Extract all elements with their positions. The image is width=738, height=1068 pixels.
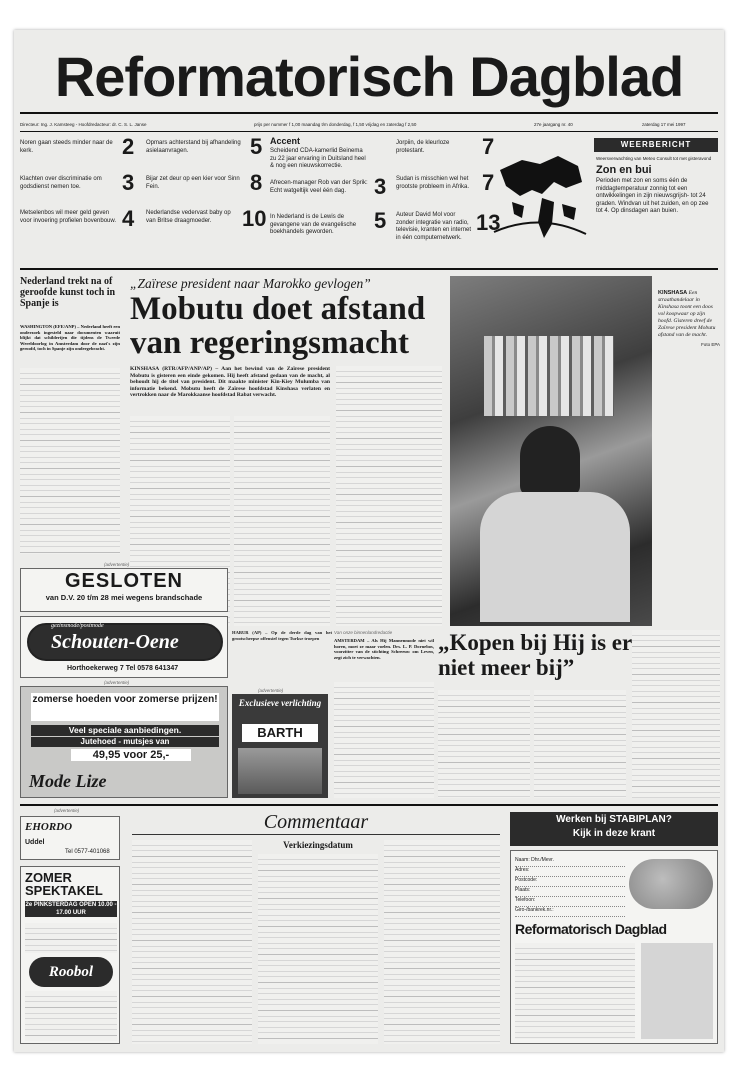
form-field-name[interactable]: Naam: Dhr./Mevr. bbox=[515, 857, 625, 867]
lead-headline-line-2: van regeringsmacht bbox=[130, 325, 409, 361]
kinshasa-photo bbox=[450, 276, 652, 626]
zomer-sub: 2e PINKSTERDAG OPEN 10.00 - 17.00 UUR bbox=[25, 902, 117, 916]
side-story bbox=[20, 276, 120, 558]
barth-shop-photo bbox=[238, 748, 322, 794]
ad-label: (advertentie) bbox=[104, 562, 130, 567]
photo-credit: Foto EPA bbox=[701, 342, 720, 347]
index-number: 5 bbox=[250, 134, 263, 159]
commentaar-body-3 bbox=[384, 840, 500, 1044]
zomer-spektakel-ad[interactable] bbox=[20, 866, 120, 1044]
lead-body-column-3 bbox=[336, 366, 442, 626]
ad-label: (advertentie) bbox=[104, 680, 130, 685]
weather-title: Zon en bui bbox=[596, 164, 652, 176]
volume-line: 27e jaargang nr. 40 bbox=[534, 122, 573, 127]
commentaar-title: Verkiezingsdatum bbox=[283, 840, 353, 850]
photo-caption-text: Een straathandelaar in Kinshasa toont een doos vol koopwaar op zijn hoofd. Gisteren dreef de Zaïrese president Mobutu afstand van de macht. bbox=[658, 290, 716, 338]
newspaper-page bbox=[14, 30, 724, 1052]
index-bottom-rule bbox=[20, 268, 718, 270]
form-field-phone[interactable]: Telefoon: bbox=[515, 897, 625, 907]
form-options[interactable] bbox=[515, 943, 635, 1039]
index-number: 2 bbox=[122, 134, 135, 159]
index-number: 5 bbox=[374, 208, 387, 233]
index-number: 13 bbox=[476, 210, 501, 235]
index-number: 7 bbox=[482, 170, 495, 195]
index-item[interactable]: Afrecen-manager Rob van der Sprik: Echt watgeltijk veel één dag. bbox=[270, 180, 368, 194]
weather-header: WEERBERICHT bbox=[594, 138, 718, 152]
index-item[interactable]: In Nederland is de Lewis de gevangene van de evangelische boekhandels geworden. bbox=[270, 214, 357, 235]
second-story-body-1 bbox=[334, 682, 434, 798]
photo-person-head bbox=[520, 426, 580, 496]
index-number: 3 bbox=[122, 170, 135, 195]
masthead-title: Reformatorisch Dagblad bbox=[54, 45, 684, 108]
side-story-intro: WASHINGTON (EFE/ANP) – Nederland heeft een onderzoek ingesteld naar documenten waaruit blijkt dat schilderijen die tijdens de Tweede Wereldoorlog in Amsterdam door de nazi's zijn geroofd, toch in Spanje zijn ondergebracht. bbox=[20, 324, 120, 352]
schouten-oene-address: Horthoekerweg 7 Tel 0578 641347 bbox=[67, 665, 179, 672]
second-story-body-4 bbox=[632, 630, 720, 798]
photo-caption bbox=[658, 290, 720, 348]
form-field-address[interactable]: Adres: bbox=[515, 867, 625, 877]
form-field-city[interactable]: Plaats: bbox=[515, 887, 625, 897]
mode-lize-text: Veel speciale aanbiedingen. bbox=[31, 725, 219, 736]
barth-brand: BARTH bbox=[242, 724, 318, 742]
barth-title: Exclusieve verlichting bbox=[238, 698, 322, 708]
lead-intro: KINSHASA (RTR/AFP/ANP/AP) – Aan het bewind van de Zaïrese president Mobutu is gisteren een einde gekomen. Hij heeft afstand gedaan van de macht, al behoudt hij de titel van president. Dit maakte minister Kin-Kiey Mulumba van informatie bekend. Mobutu heeft de Zaïrese hoofdstad Kinshasa verlaten en vertrokken naar de Marokkaanse hoofdstad Rabat verwacht. bbox=[130, 366, 330, 399]
lead-headline[interactable] bbox=[130, 292, 460, 360]
gesloten-ad[interactable] bbox=[20, 568, 228, 612]
photo-caption-title: KINSHASA bbox=[658, 290, 688, 296]
roobol-logo: Roobol bbox=[29, 957, 113, 987]
index-column-1 bbox=[20, 136, 144, 266]
index-column-4 bbox=[396, 136, 500, 266]
habur-story: HABUR (AP) – Op de derde dag van het grootscheepse offensief tegen Turkse troepen bbox=[232, 630, 332, 641]
ehordo-brand: EHORDO bbox=[25, 821, 73, 833]
accent-column bbox=[270, 136, 394, 266]
weather-small: Weersverwachting van Meteo Consult tot met gisteravond bbox=[596, 156, 712, 161]
roobol-body bbox=[25, 991, 117, 1041]
commentaar-header: Commentaar bbox=[132, 810, 500, 835]
index-number: 4 bbox=[122, 206, 135, 231]
globe-graphic bbox=[629, 859, 713, 909]
side-story-headline[interactable]: Nederland trekt na of geroofde kunst toch in Spanje is bbox=[20, 276, 116, 309]
index-number: 8 bbox=[250, 170, 263, 195]
lead-body-column-2 bbox=[234, 416, 330, 626]
bottom-section-rule bbox=[20, 804, 718, 806]
schouten-oene-ad[interactable] bbox=[20, 616, 228, 678]
schouten-oene-brand: Schouten-Oene bbox=[51, 631, 179, 653]
lead-headline-line-1: Mobutu doet afstand bbox=[130, 291, 426, 327]
second-story-dateline: AMSTERDAM – Als Hij Mannenmode niet wil horen, moet ze maar voelen. Drs. L. P. Dornebos, voorzitter van de stichting Schreeuw om Leven, zegt zich te verwachten. bbox=[334, 638, 434, 660]
directie-line: Directeur: Ing. J. Kamsteeg - Hoofdredacteur: dr. C. S. L. Janse bbox=[20, 122, 147, 127]
stabiplan-box[interactable] bbox=[510, 812, 718, 846]
mode-lize-ad[interactable] bbox=[20, 686, 228, 798]
barth-ad[interactable] bbox=[232, 694, 328, 798]
second-story-body-2 bbox=[438, 690, 530, 798]
zomer-body bbox=[25, 923, 117, 953]
index-number: 10 bbox=[242, 206, 267, 231]
index-number: 7 bbox=[482, 134, 495, 159]
index-item[interactable]: Noren gaan steeds minder naar de kerk. bbox=[20, 140, 113, 154]
mode-lize-price: 49,95 voor 25,- bbox=[71, 749, 191, 761]
accent-body[interactable]: Scheidend CDA-kamerlid Beinema zu 22 jaar ervaring in Duitsland heel & nog een nieuwskorrectie. bbox=[270, 148, 366, 169]
weather-body: Perioden met zon en soms één de middagtemperatuur zonnig tot een ontwikkelingen in zijn nieuwsgrijsh- tot 24 graden. Windvan uit het zuiden, en op zee tot 4. Op dinsdagen aan buien. bbox=[596, 178, 709, 214]
photo-goods bbox=[484, 336, 614, 416]
gesloten-title: GESLOTEN bbox=[64, 570, 183, 592]
index-column-2 bbox=[146, 136, 268, 266]
second-story-kicker: Van onze binnenlandredactie bbox=[334, 630, 393, 635]
subscription-form bbox=[510, 850, 718, 1044]
masthead-rule bbox=[20, 112, 718, 114]
photo-person-body bbox=[480, 492, 630, 622]
ad-label: (advertentie) bbox=[54, 808, 80, 813]
index-item[interactable]: Metselenbos wil meer geld geven voor invoering profielen bovenbouw. bbox=[20, 210, 117, 224]
index-item[interactable]: Jorpiin, de kleurloze protestant. bbox=[396, 140, 450, 154]
index-item[interactable]: Auteur David Mol voor zonder integratie van radio, televisie, kranten en internet in één computernetwerk. bbox=[396, 212, 472, 241]
index-number: 3 bbox=[374, 174, 387, 199]
index-item[interactable]: Bijar zet deur op een kier voor Sinn Fein. bbox=[146, 176, 240, 190]
second-story-headline[interactable]: „Kopen bij Hij is er niet meer bij” bbox=[438, 630, 632, 680]
gesloten-text: van D.V. 20 t/m 28 mei wegens brandschade bbox=[45, 593, 203, 602]
stabiplan-sub: Kijk in deze krant bbox=[572, 828, 656, 839]
form-side-panel bbox=[641, 943, 713, 1039]
price-line: prijs per nummer f 1,00 maandag t/m donderdag, f 1,50 vrijdag en zaterdag f 2,50 bbox=[254, 122, 417, 127]
mode-lize-extra: Jutehoed - mutsjes van bbox=[31, 737, 219, 747]
mode-lize-brand: Mode Lize bbox=[29, 771, 107, 791]
weather-box bbox=[594, 138, 718, 262]
form-fields bbox=[515, 857, 625, 917]
infobar-rule bbox=[20, 131, 718, 132]
second-story-body-3 bbox=[534, 690, 626, 798]
commentaar-body-2 bbox=[258, 854, 378, 1044]
index-item[interactable]: Nederlandse vedervast baby op van Britse draagmoeder. bbox=[146, 210, 231, 224]
ad-label: (advertentie) bbox=[258, 688, 284, 693]
index-item[interactable]: Opmars achterstand bij afhandeling asielaanvragen. bbox=[146, 140, 241, 154]
lead-kicker: „Zaïrese president naar Marokko gevlogen” bbox=[130, 276, 371, 291]
schouten-oene-sub: gezinsmode/postmode bbox=[51, 623, 104, 629]
world-map-graphic bbox=[492, 142, 588, 252]
ehordo-address: Uddel bbox=[25, 839, 45, 846]
date-line: zaterdag 17 mei 1997 bbox=[642, 122, 686, 127]
index-item[interactable]: Sudan is misschien wel het grootste probleem in Afrika. bbox=[396, 176, 470, 190]
form-brand: Reformatorisch Dagblad bbox=[515, 921, 667, 937]
form-field-postcode[interactable]: Postcode: bbox=[515, 877, 625, 887]
stabiplan-title: Werken bij STABIPLAN? bbox=[556, 814, 672, 825]
index-item[interactable]: Klachten over discriminatie om godsdienst nemen toe. bbox=[20, 176, 102, 190]
world-map-icon bbox=[492, 142, 588, 252]
mode-lize-title: zomerse hoeden voor zomerse prijzen! bbox=[31, 693, 219, 721]
ehordo-phone: Tel 0577-401068 bbox=[65, 849, 110, 855]
side-story-body bbox=[20, 368, 120, 554]
ehordo-ad[interactable] bbox=[20, 816, 120, 860]
accent-title: Accent bbox=[270, 136, 301, 146]
zomer-title: ZOMER SPEKTAKEL bbox=[25, 870, 103, 898]
form-field-bank[interactable]: Giro-/bankrek.nr.: bbox=[515, 907, 625, 917]
commentaar-body-1 bbox=[132, 840, 252, 1044]
